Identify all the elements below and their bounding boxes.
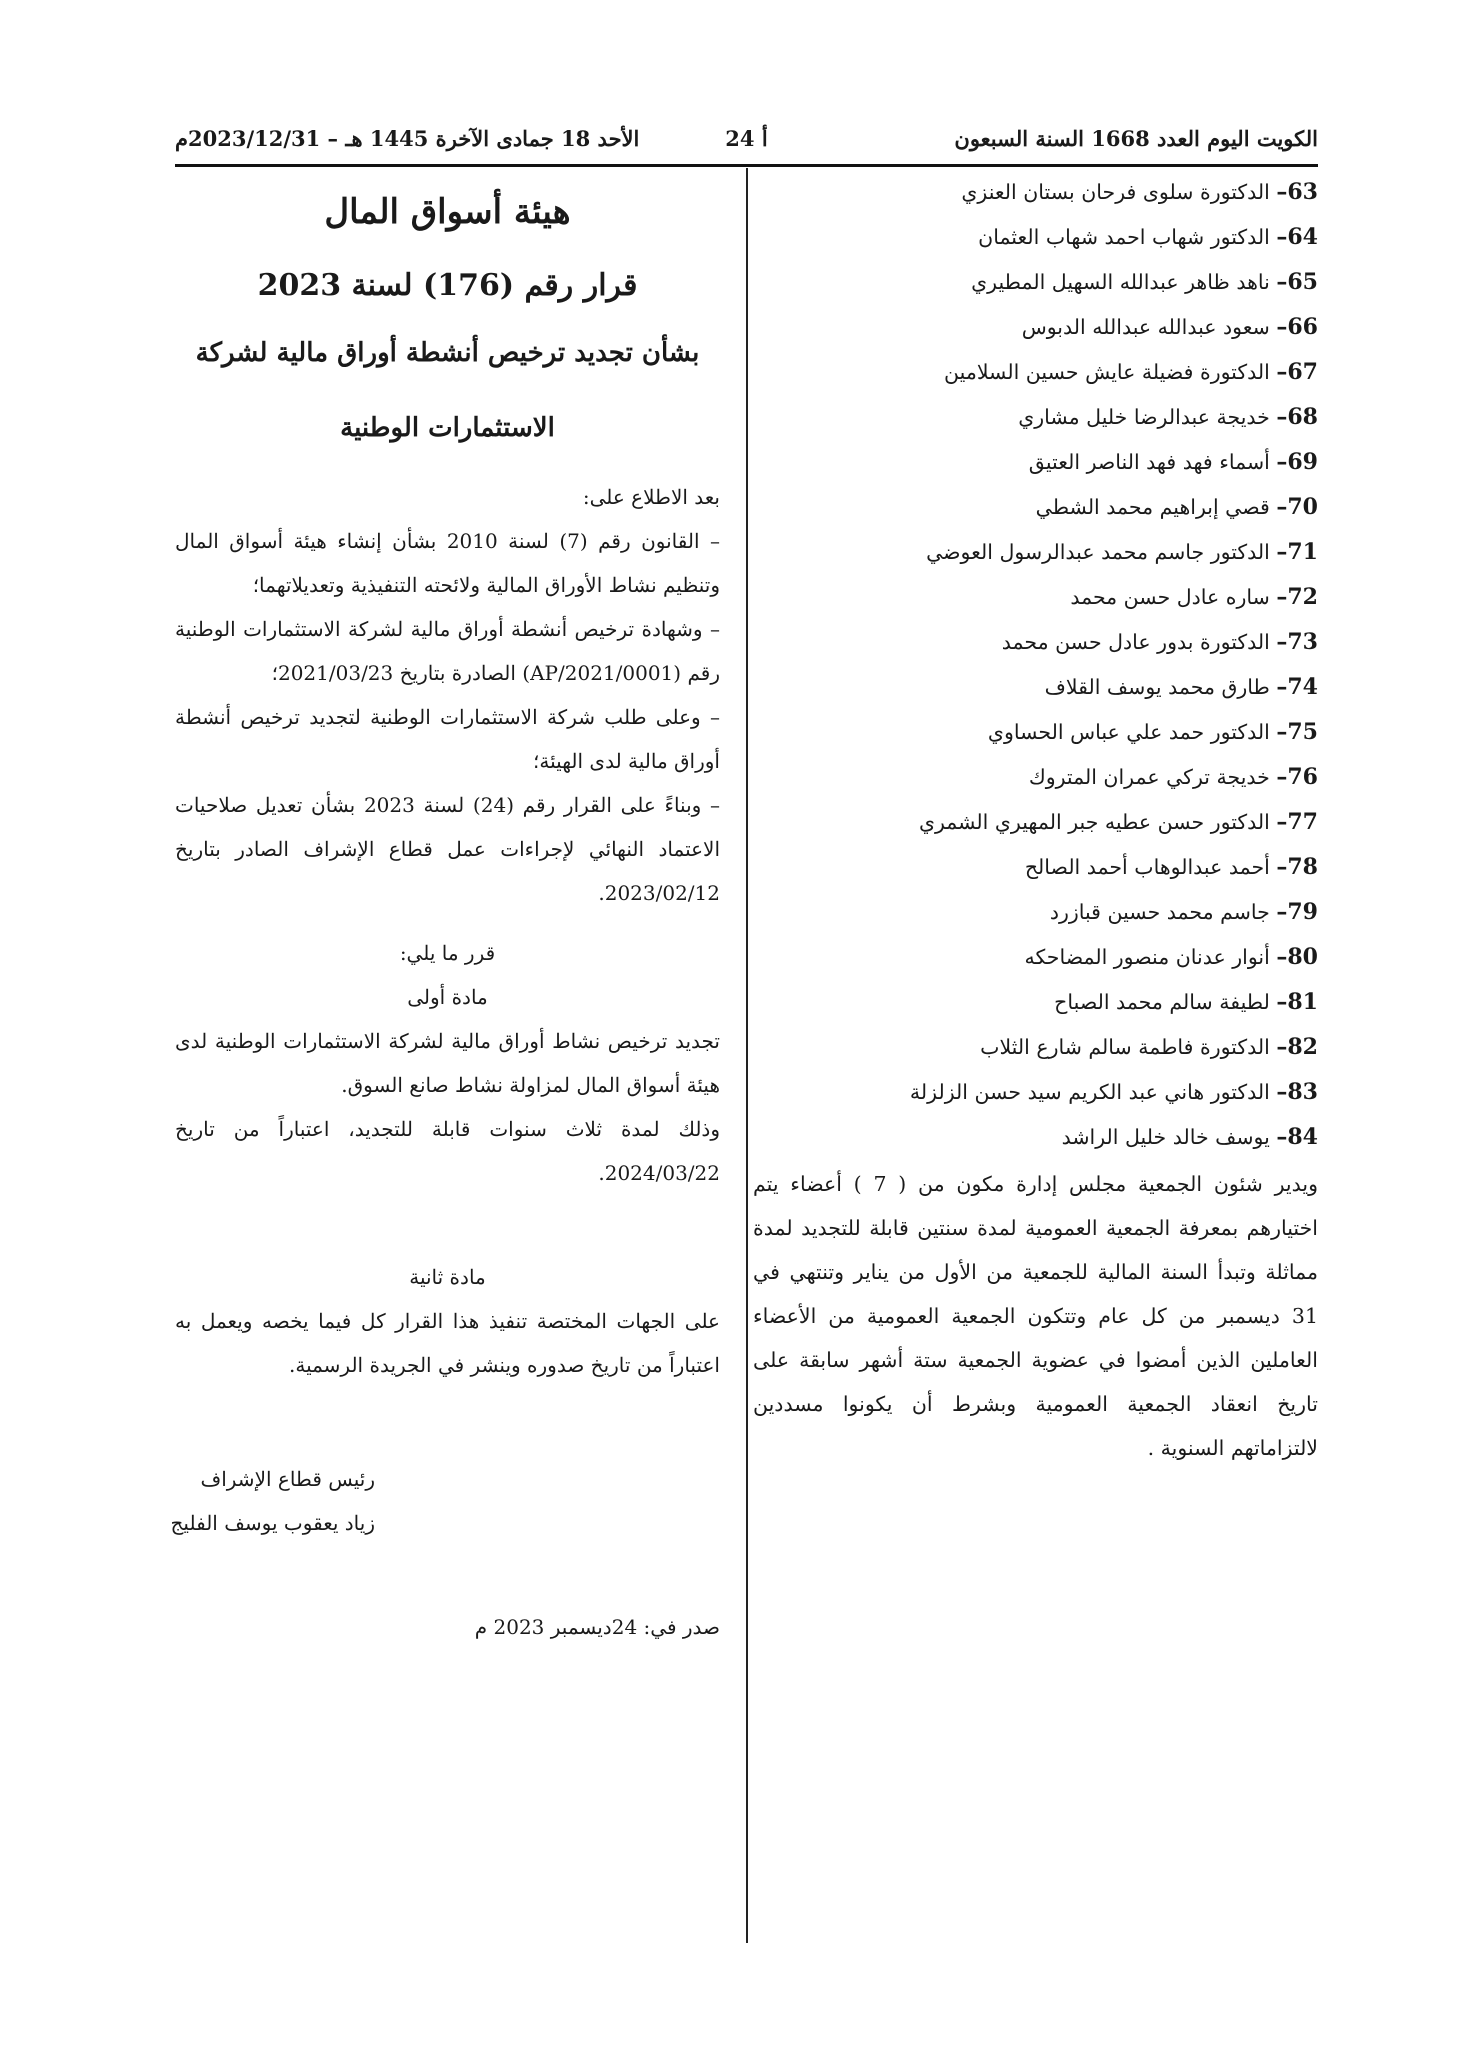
member-item: 83– الدكتور هاني عبد الكريم سيد حسن الزلزلة [909, 1079, 1318, 1105]
preamble-item: – وبناءً على القرار رقم (24) لسنة 2023 بشأن تعديل صلاحيات الاعتماد النهائي لإجراءات عمل قطاع الإشراف الصادر بتاريخ 2023/02/12. [175, 793, 720, 905]
member-item: 70– قصي إبراهيم محمد الشطي [1035, 494, 1318, 520]
article-1-text: تجديد ترخيص نشاط أوراق مالية لشركة الاستثمارات الوطنية لدى هيئة أسواق المال لمزاولة نشاط صانع السوق. [175, 1029, 720, 1097]
header-page-number: أ 24 [725, 126, 768, 151]
member-item: 84– يوسف خالد خليل الراشد [1061, 1124, 1318, 1150]
preamble-item: – القانون رقم (7) لسنة 2010 بشأن إنشاء هيئة أسواق المال وتنظيم نشاط الأوراق المالية ولائحته التنفيذية وتعديلاتهما؛ [175, 529, 720, 597]
member-list [753, 170, 1318, 1160]
member-item: 63– الدكتورة سلوى فرحان بستان العنزي [961, 179, 1318, 205]
preamble-item: – وعلى طلب شركة الاستثمارات الوطنية لتجديد ترخيص أنشطة أوراق مالية لدى الهيئة؛ [175, 705, 720, 773]
article-2-title: مادة ثانية [409, 1265, 486, 1289]
signer-title: رئيس قطاع الإشراف [200, 1467, 375, 1491]
member-item: 82– الدكتورة فاطمة سالم شارع الثلاب [980, 1034, 1318, 1060]
issue-date: صدر في: 24ديسمبر 2023 م [474, 1615, 720, 1639]
article-1-title: مادة أولى [407, 985, 488, 1009]
authority-title: هيئة أسواق المال [324, 192, 571, 232]
header-rule [175, 164, 1318, 167]
member-item: 78– أحمد عبدالوهاب أحمد الصالح [1024, 854, 1318, 880]
decided-heading: قرر ما يلي: [399, 941, 496, 965]
decision-title: قرار رقم (176) لسنة 2023 [257, 268, 638, 303]
member-item: 69– أسماء فهد فهد الناصر العتيق [1028, 449, 1318, 475]
article-1-duration: وذلك لمدة ثلاث سنوات قابلة للتجديد، اعتباراً من تاريخ 2024/03/22. [175, 1117, 720, 1185]
member-item: 68– خديجة عبدالرضا خليل مشاري [1018, 404, 1318, 430]
subject-line-1: بشأن تجديد ترخيص أنشطة أوراق مالية لشركة [195, 338, 700, 368]
member-item: 66– سعود عبدالله عبدالله الدبوس [1021, 314, 1318, 340]
board-paragraph: ويدير شئون الجمعية مجلس إدارة مكون من ( 7 ) أعضاء يتم اختيارهم بمعرفة الجمعية العمومية لمدة سنتين قابلة للتجديد لمدة مماثلة وتبدأ السنة المالية للجمعية من الأول من يناير وتنتهي في 31 ديسمبر من كل عام وتتكون الجمعية العمومية من الأعضاء العاملين الذين أمضوا في عضوية الجمعية ستة أشهر سابقة على تاريخ انعقاد الجمعية العمومية وبشرط أن يكونوا مسددين لالتزاماتهم السنوية . [753, 1172, 1318, 1460]
left-column [170, 180, 720, 1649]
right-column [753, 170, 1318, 1491]
member-item: 81– لطيفة سالم محمد الصباح [1054, 989, 1318, 1015]
member-item: 71– الدكتور جاسم محمد عبدالرسول العوضي [926, 539, 1318, 565]
page-header [175, 120, 1318, 160]
member-item: 72– ساره عادل حسن محمد [1070, 584, 1318, 610]
member-item: 64– الدكتور شهاب احمد شهاب العثمان [978, 224, 1318, 250]
member-item: 79– جاسم محمد حسين قبازرد [1049, 899, 1318, 925]
member-item: 67– الدكتورة فضيلة عايش حسين السلامين [944, 359, 1318, 385]
member-item: 73– الدكتورة بدور عادل حسن محمد [1001, 629, 1318, 655]
preamble-item: – وشهادة ترخيص أنشطة أوراق مالية لشركة الاستثمارات الوطنية رقم (AP/2021/0001) الصادرة بتاريخ 2021/03/23؛ [175, 617, 720, 685]
member-item: 76– خديجة تركي عمران المتروك [1028, 764, 1318, 790]
header-date: الأحد 18 جمادى الآخرة 1445 هـ – 2023/12/31م [175, 126, 640, 151]
member-item: 65– ناهد ظاهر عبدالله السهيل المطيري [971, 269, 1318, 295]
member-item: 75– الدكتور حمد علي عباس الحساوي [987, 719, 1318, 745]
subject-line-2: الاستثمارات الوطنية [340, 413, 555, 443]
member-item: 80– أنوار عدنان منصور المضاحكه [1024, 944, 1318, 970]
member-item: 77– الدكتور حسن عطيه جبر المهيري الشمري [918, 809, 1318, 835]
header-issue-info: الكويت اليوم العدد 1668 السنة السبعون [954, 126, 1318, 151]
member-item: 74– طارق محمد يوسف القلاف [1044, 674, 1318, 700]
preamble-intro: بعد الاطلاع على: [582, 485, 720, 509]
article-2-text: على الجهات المختصة تنفيذ هذا القرار كل فيما يخصه ويعمل به اعتباراً من تاريخ صدوره وينشر في الجريدة الرسمية. [175, 1309, 720, 1377]
column-divider [746, 168, 748, 1943]
signer-name: زياد يعقوب يوسف الفليج [170, 1511, 375, 1535]
